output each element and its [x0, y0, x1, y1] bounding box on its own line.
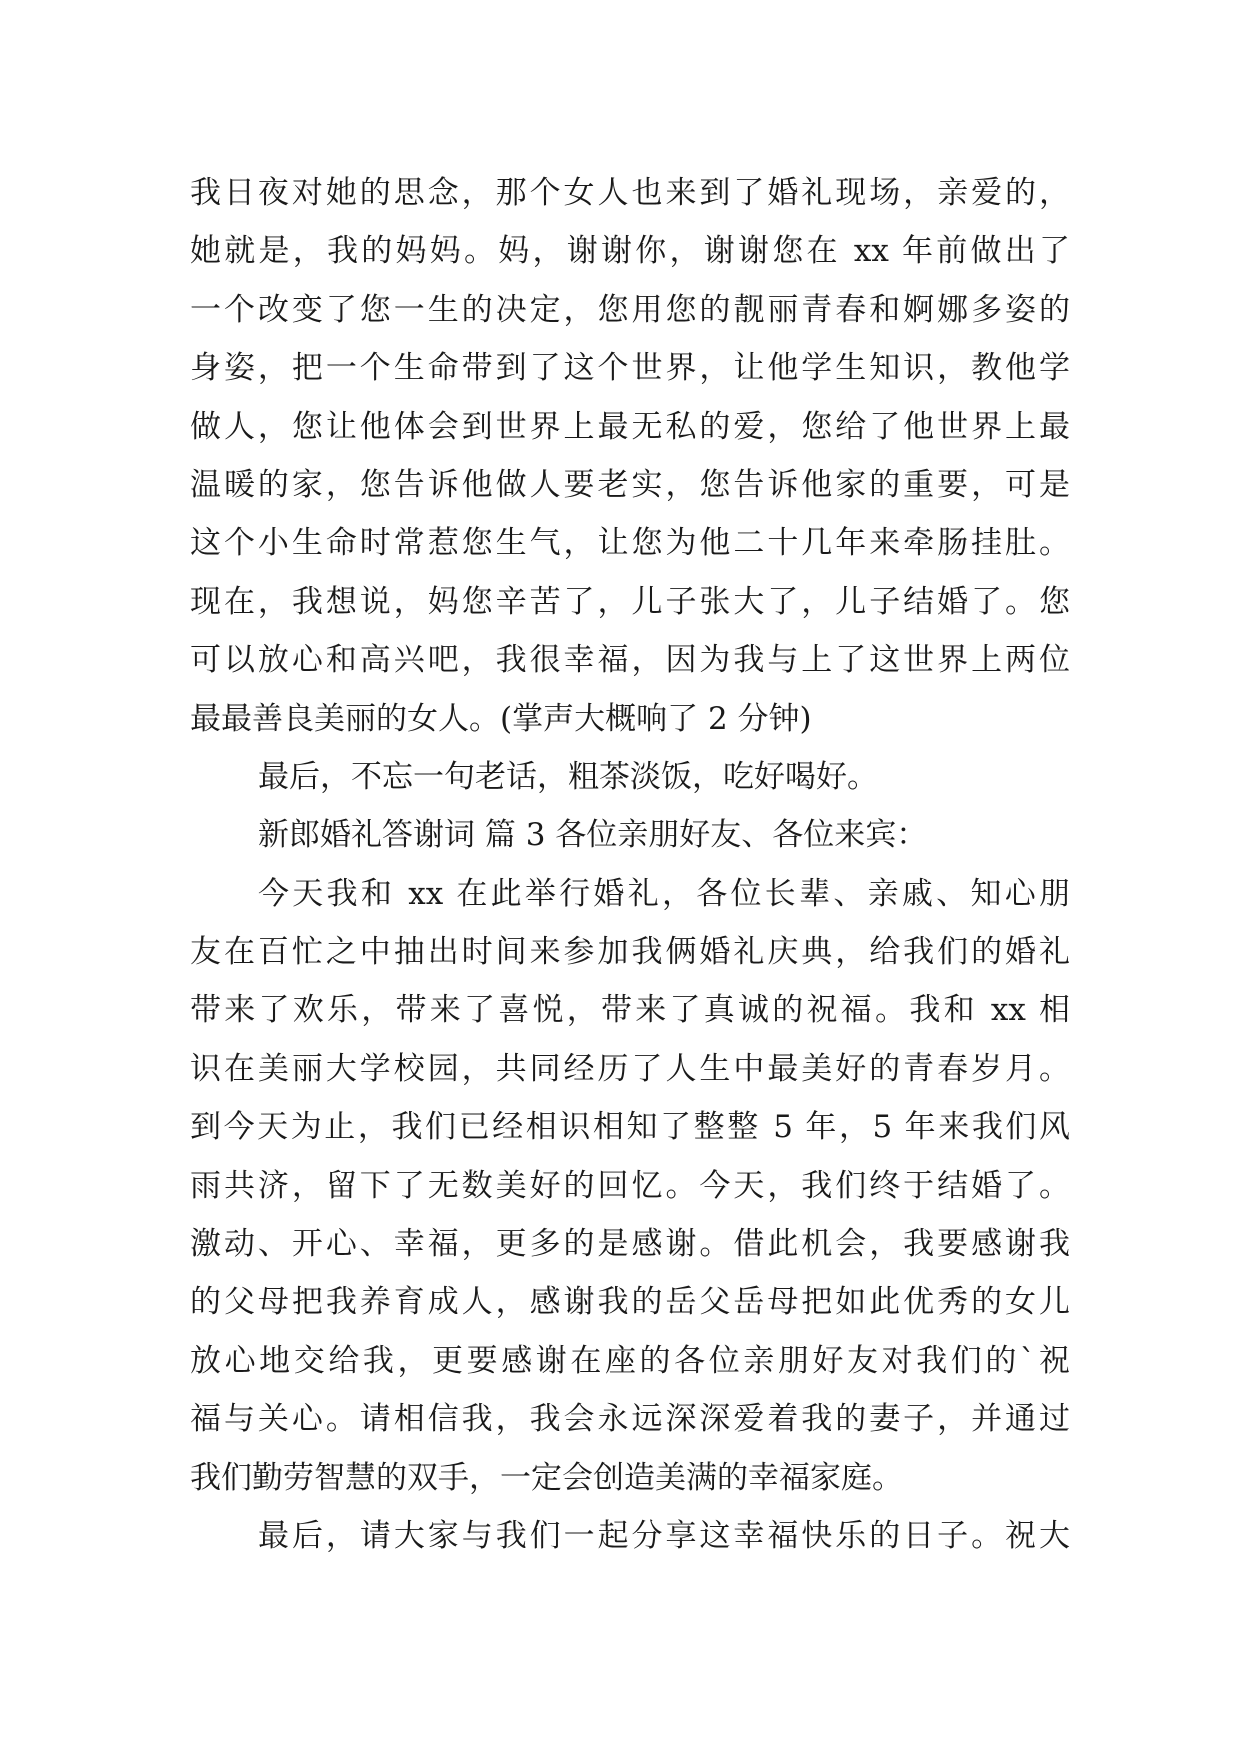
text-line: 最最善良美丽的女人。(掌声大概响了 2 分钟): [190, 700, 812, 737]
text-line: 现在，我想说，妈您辛苦了，儿子张大了，儿子结婚了。您: [190, 583, 1070, 620]
paragraph-start: 今天我和 xx 在此举行婚礼，各位长辈、亲戚、知心朋: [258, 875, 1070, 912]
section-heading: 新郎婚礼答谢词 篇 3 各位亲朋好友、各位来宾：: [258, 817, 928, 854]
text-line: 到今天为止，我们已经相识相知了整整 5 年，5 年来我们风: [190, 1109, 1070, 1146]
text-line: 激动、开心、幸福，更多的是感谢。借此机会，我要感谢我: [190, 1226, 1070, 1263]
text-line: 可以放心和高兴吧，我很幸福，因为我与上了这世界上两位: [190, 642, 1070, 679]
document-body: [190, 164, 1070, 1565]
text-line: 我日夜对她的思念，那个女人也来到了婚礼现场，亲爱的，: [190, 175, 1070, 211]
text-line: 温暖的家，您告诉他做人要老实，您告诉他家的重要，可是: [190, 466, 1070, 503]
text-line: 身姿，把一个生命带到了这个世界，让他学生知识，教他学: [190, 350, 1070, 387]
text-line: 这个小生命时常惹您生气，让您为他二十几年来牵肠挂肚。: [190, 525, 1070, 562]
text-line: 福与关心。请相信我，我会永远深深爱着我的妻子，并通过: [190, 1401, 1070, 1438]
text-line: 识在美丽大学校园，共同经历了人生中最美好的青春岁月。: [190, 1050, 1070, 1087]
text-line: 雨共济，留下了无数美好的回忆。今天，我们终于结婚了。: [190, 1167, 1070, 1204]
paragraph-start: 最后，不忘一句老话，粗茶淡饭，吃好喝好。: [258, 758, 878, 795]
text-line: 的父母把我养育成人，感谢我的岳父岳母把如此优秀的女儿: [190, 1284, 1070, 1321]
text-line: 做人，您让他体会到世界上最无私的爱，您给了他世界上最: [190, 408, 1070, 445]
text-line: 我们勤劳智慧的双手，一定会创造美满的幸福家庭。: [190, 1459, 903, 1496]
text-line: 她就是，我的妈妈。妈，谢谢你，谢谢您在 xx 年前做出了: [190, 233, 1070, 270]
text-line: 放心地交给我，更要感谢在座的各位亲朋好友对我们的`祝: [190, 1342, 1070, 1379]
text-line: 一个改变了您一生的决定，您用您的靓丽青春和婀娜多姿的: [190, 291, 1070, 328]
text-line: 友在百忙之中抽出时间来参加我俩婚礼庆典，给我们的婚礼: [190, 934, 1070, 971]
text-line: 带来了欢乐，带来了喜悦，带来了真诚的祝福。我和 xx 相: [190, 992, 1070, 1029]
paragraph-start: 最后，请大家与我们一起分享这幸福快乐的日子。祝大: [258, 1517, 1070, 1554]
